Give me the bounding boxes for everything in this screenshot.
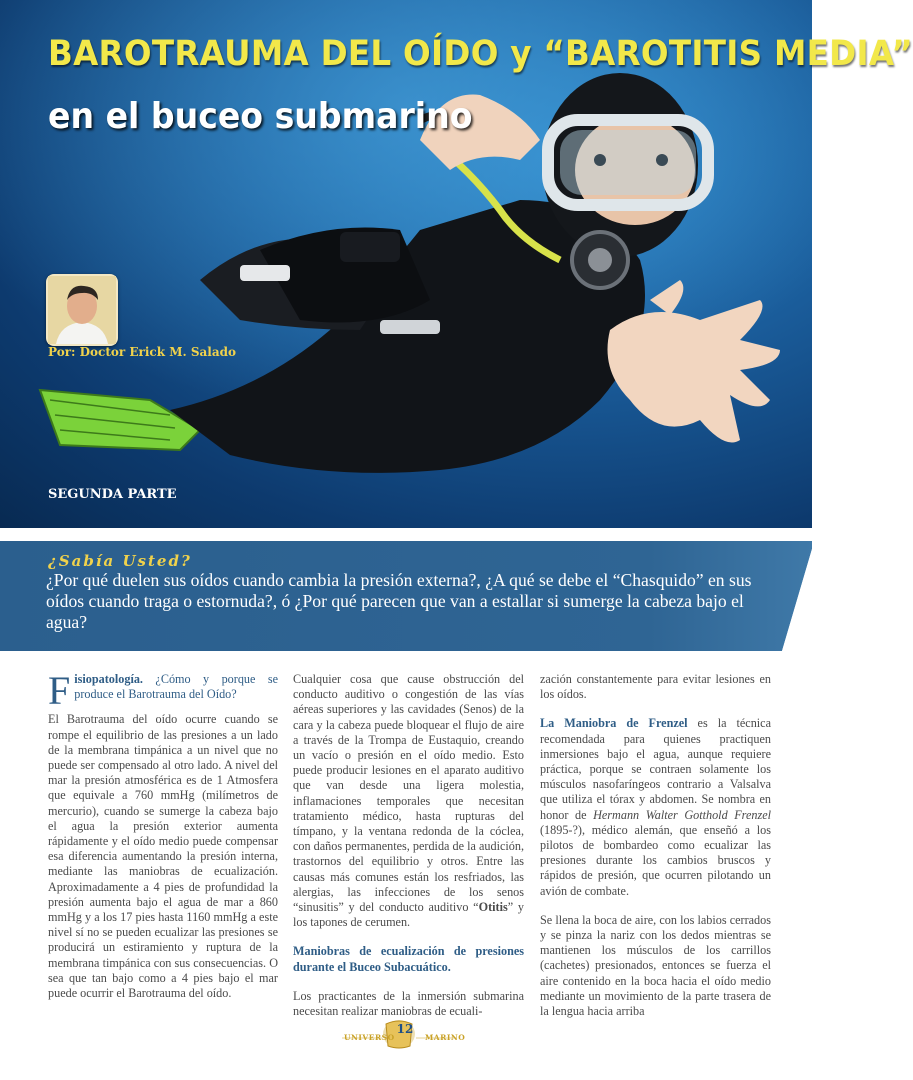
- page-number: 12: [396, 1022, 414, 1036]
- article-title-line1: BAROTRAUMA DEL OÍDO y “BAROTITIS MEDIA”: [48, 34, 913, 74]
- paragraph: El Barotrauma del oído ocurre cuando se rompe el equilibrio de las presiones a un lado de la membrana timpánica a un nivel que no puede ser compensado al otro lado. A nivel del mar la presión atmosférica es de 1 Atmosfera que equivale a 760 mmHg (milímetros de mercurio), cuando se sumerge la cabeza bajo el agua la presión exterior aumenta rápidamente y el oído medio puede compensar esa diferencia aumentando la presión interna, mediante las maniobras de ecualización. Aproximadamente a 4 pies de profundidad la presión aumenta bajo el agua de mar a 860 mmHg y a los 17 pies hasta 1160 mmHg a este nivel sí no se pueden ecualizar las presiones se producirá un estiramiento y ruptura de la membrana timpánica con sus consecuencias. O sea que tan bajo como a 4 pies bajo el mar puede ocurrir el Barotrauma del oído.: [48, 712, 278, 1001]
- footer-brand-right: MARINO: [425, 1033, 466, 1042]
- section-lead: isiopatología.: [74, 672, 143, 686]
- banner-text: ¿Por qué duelen sus oídos cuando cambia la presión externa?, ¿A qué se debe el “Chasquido” en sus oídos cuando traga o estornuda?, ó ¿Por qué parecen que van a estallar si sumerge la cabeza bajo el agua?: [46, 570, 752, 632]
- author-photo: [46, 274, 118, 346]
- paragraph: La Maniobra de Frenzel es la técnica recomendada para quienes practiquen inmersiones bajo el agua, aunque requiere práctica, porque se contraen solamente los músculos nasofaríngeos contrario a Valsalva que utiliza el tórax y abdomen. Se nombra en honor de Hermann Walter Gotthold Frenzel (1895-?), médico alemán, que enseñó a los pilotos de bombardeo como ecualizar las presiones durante los cambios bruscos y rápidos de presión, que ocurren pilotando un avión de combate.: [540, 716, 772, 898]
- footer-brand-left: UNIVERSO: [344, 1033, 395, 1042]
- section-question: ¿Cómo y porque se produce el Barotrauma del Oído?: [74, 672, 278, 702]
- paragraph: Los practicantes de la inmersión submarina necesitan realizar maniobras de ecuali-: [293, 988, 524, 1019]
- article-title-line2: en el buceo submarino: [48, 96, 473, 137]
- author-byline: Por: Doctor Erick M. Salado: [48, 345, 237, 359]
- hero-image: [0, 0, 913, 528]
- part-label: SEGUNDA PARTE: [48, 487, 177, 502]
- subheading: Maniobras de ecualización de presiones durante el Buceo Subacuático.: [293, 944, 524, 974]
- author-portrait-icon: [48, 276, 116, 344]
- diver-illustration: [0, 0, 812, 528]
- column-3: [540, 672, 771, 1019]
- paragraph: zación constantemente para evitar lesiones en los oídos.: [540, 672, 771, 702]
- paragraph: Cualquier cosa que cause obstrucción del conducto auditivo o congestión de las vías aéreas superiores y las cavidades (Senos) de la cara y la cabeza puede bloquear el flujo de aire a través de la Trompa de Eustaquio, creando un vacío o presión en el oído medio. Esto puede producir lesiones en el aparato auditivo que van desde una ligera molestia, inflamaciones temporales que necesitan tratamiento médico, hasta rupturas del tímpano, y la ventana redonda de la cóclea, con daños permanentes, perdida de la audición, trastornos del equilibrio y otros. Entre las causas más comunes están los resfriados, las alergias, las infecciones de los senos “sinusitis” y del conducto auditivo “Otitis” y los tapones de cerumen.: [293, 672, 524, 930]
- drop-cap: F: [48, 668, 71, 713]
- column-1: [48, 668, 278, 1001]
- banner-title: ¿Sabía Usted?: [48, 552, 192, 570]
- column-2: [293, 672, 524, 1019]
- paragraph: Se llena la boca de aire, con los labios cerrados y se pinza la nariz con los dedos mientras se mantienen los músculos de los carrillos (cachetes) presionados, entonces se fuerza el aire contenido en la boca hacia el oído medio mediante un movimiento de la parte trasera de la lengua hacia arriba: [540, 912, 771, 1019]
